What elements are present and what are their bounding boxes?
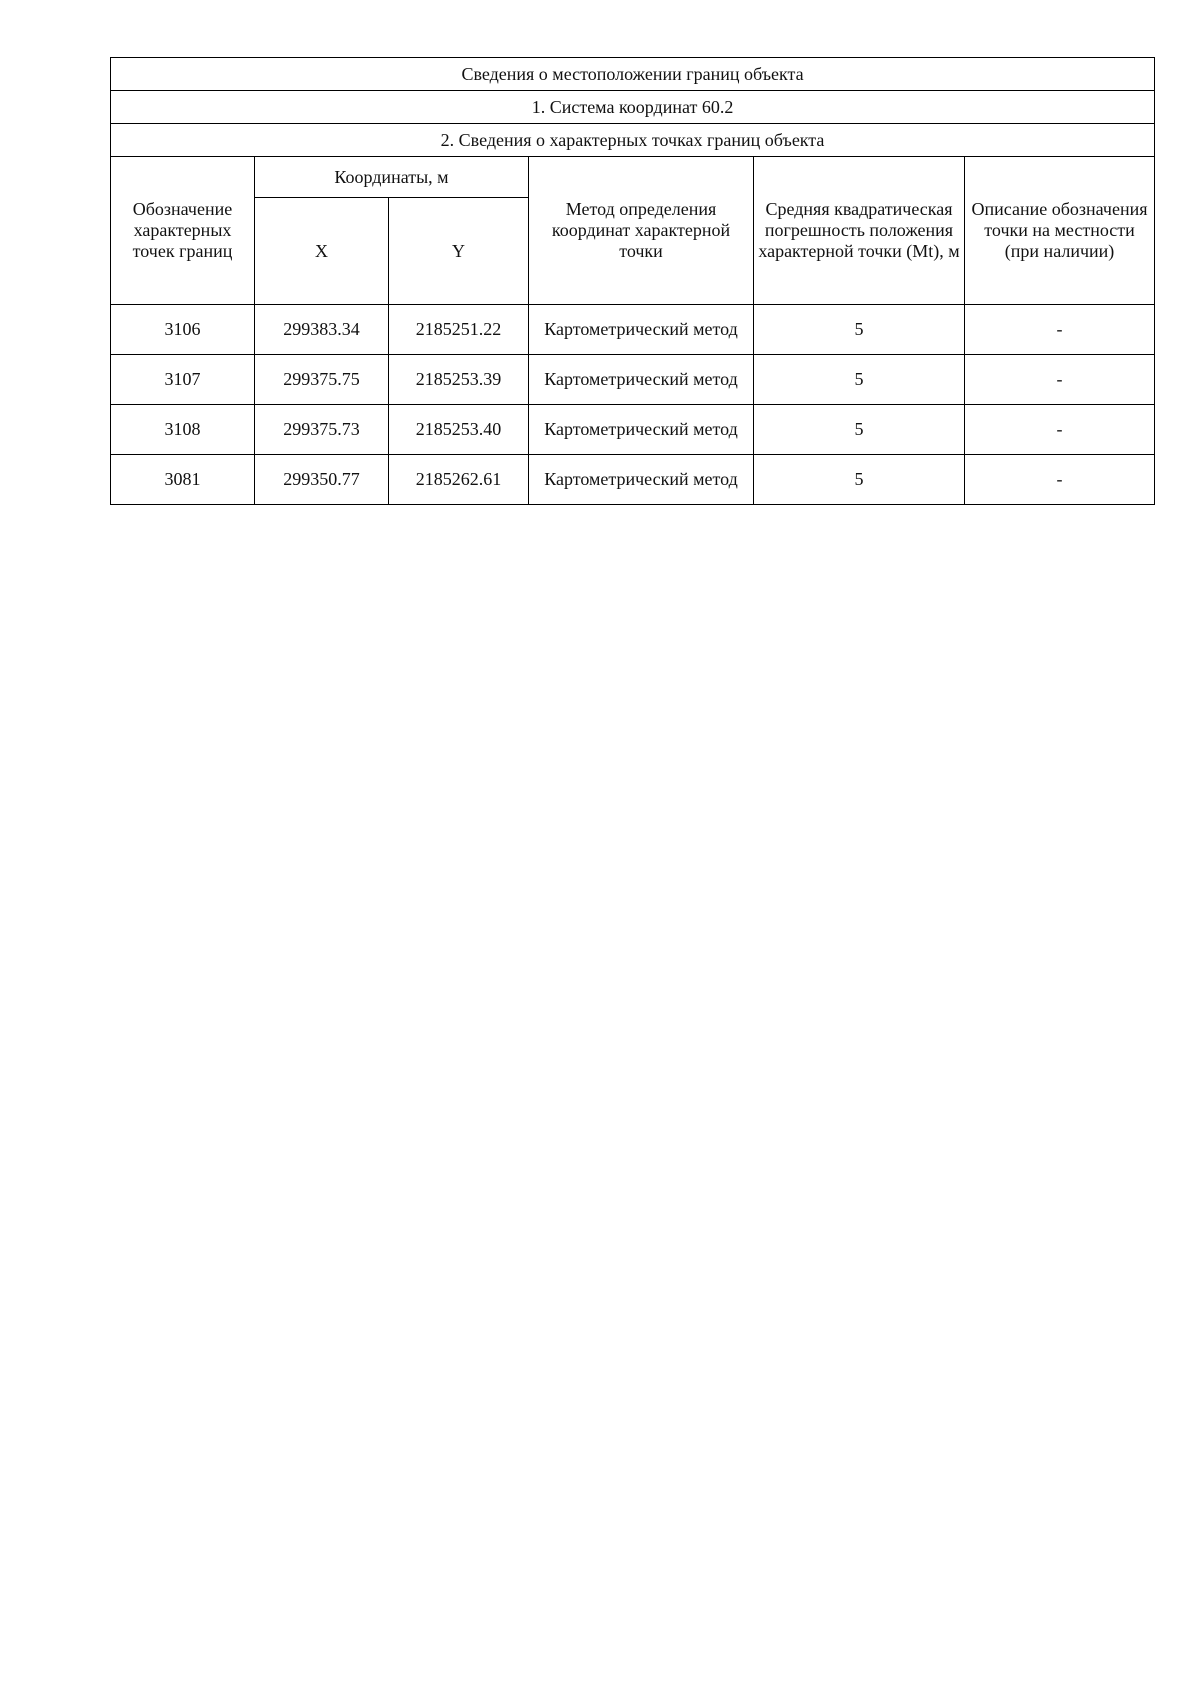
header-point-designation: Обозначение характерных точек границ [111, 157, 255, 305]
table-row [111, 405, 1155, 455]
cell-y: 2185262.61 [389, 455, 529, 505]
cell-point: 3108 [111, 405, 255, 455]
cell-point: 3081 [111, 455, 255, 505]
cell-error: 5 [754, 305, 965, 355]
cell-error: 5 [754, 405, 965, 455]
cell-method: Картометрический метод [529, 405, 754, 455]
cell-x: 299375.73 [255, 405, 389, 455]
cell-x: 299375.75 [255, 355, 389, 405]
cell-point: 3107 [111, 355, 255, 405]
column-header-row [111, 157, 1155, 198]
cell-x: 299350.77 [255, 455, 389, 505]
cell-description: - [965, 455, 1155, 505]
points-section-row [111, 124, 1155, 157]
header-y: Y [389, 198, 529, 305]
table-row [111, 455, 1155, 505]
cell-y: 2185253.39 [389, 355, 529, 405]
cell-error: 5 [754, 355, 965, 405]
points-section-title: 2. Сведения о характерных точках границ объекта [111, 124, 1155, 157]
table-row [111, 305, 1155, 355]
cell-y: 2185253.40 [389, 405, 529, 455]
header-x: X [255, 198, 389, 305]
header-coordinates: Координаты, м [255, 157, 529, 198]
header-description: Описание обозначения точки на местности (при наличии) [965, 157, 1155, 305]
header-mean-error: Средняя квадратическая погрешность положения характерной точки (Mt), м [754, 157, 965, 305]
cell-description: - [965, 355, 1155, 405]
coordinate-system-row [111, 91, 1155, 124]
cell-description: - [965, 405, 1155, 455]
header-method: Метод определения координат характерной точки [529, 157, 754, 305]
cell-y: 2185251.22 [389, 305, 529, 355]
cell-point: 3106 [111, 305, 255, 355]
cell-error: 5 [754, 455, 965, 505]
table-row [111, 355, 1155, 405]
cell-x: 299383.34 [255, 305, 389, 355]
table-title: Сведения о местоположении границ объекта [111, 58, 1155, 91]
cell-description: - [965, 305, 1155, 355]
cell-method: Картометрический метод [529, 355, 754, 405]
cell-method: Картометрический метод [529, 305, 754, 355]
document-page [110, 57, 1154, 505]
boundary-points-table [110, 57, 1155, 505]
coordinate-system-title: 1. Система координат 60.2 [111, 91, 1155, 124]
table-title-row [111, 58, 1155, 91]
cell-method: Картометрический метод [529, 455, 754, 505]
